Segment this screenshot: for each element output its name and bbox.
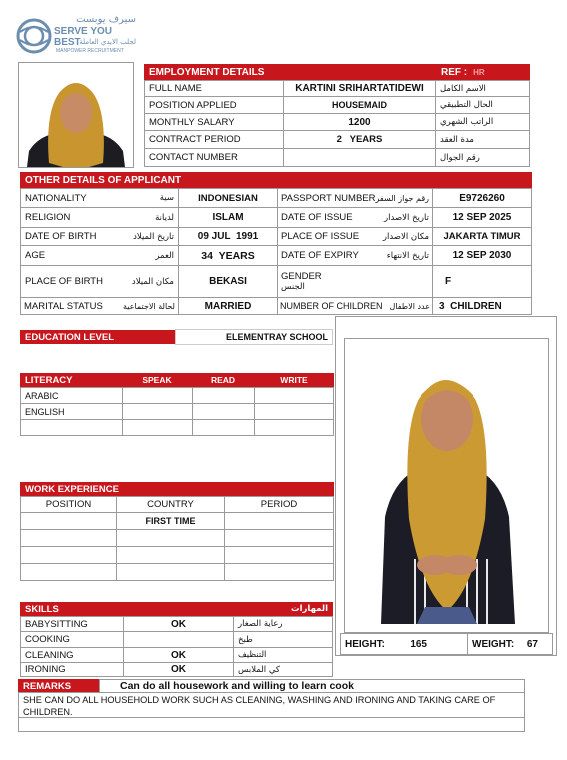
work-cell [116, 546, 225, 564]
marital-label [20, 297, 179, 315]
place-issue-label-text: PLACE OF ISSUE [281, 231, 360, 242]
literacy-col-speak: SPEAK [142, 375, 172, 385]
work-cell [20, 563, 117, 581]
skill-cooking-label: COOKING [20, 631, 124, 648]
remarks-title: REMARKS [23, 680, 72, 692]
work-cell [224, 563, 334, 581]
literacy-cell [122, 403, 193, 420]
passport-label [277, 188, 433, 208]
gender-value: F [432, 265, 532, 298]
full-name-value: KARTINI SRIHARTATIDEWI [283, 80, 436, 97]
skills-title: SKILLS [25, 603, 59, 615]
logo-arabic: سيرف يوبست [76, 14, 136, 25]
work-cell [116, 529, 225, 547]
issue-date-value: 12 SEP 2025 [432, 207, 532, 228]
monthly-salary-arabic: الراتب الشهري [435, 113, 530, 131]
gender-label [277, 265, 433, 298]
monthly-salary-label: MONTHLY SALARY [144, 113, 284, 131]
full-name-label: FULL NAME [144, 80, 284, 97]
employment-details-header [144, 64, 436, 80]
skills-arabic-title: المهارات [291, 604, 328, 614]
passport-arabic: رقم جواز السفر [375, 193, 430, 203]
passport-value: E9726260 [432, 188, 532, 208]
age-label-text: AGE [25, 250, 46, 261]
position-applied-value: HOUSEMAID [283, 96, 436, 114]
literacy-col-read: READ [210, 375, 236, 385]
issue-date-label [277, 207, 433, 228]
work-col-position: POSITION [20, 496, 117, 513]
gender-arabic: الجنس [281, 282, 305, 292]
expiry-label-text: DATE OF EXPIRY [281, 250, 359, 261]
employment-title: EMPLOYMENT DETAILS [149, 66, 265, 78]
pob-label-text: PLACE OF BIRTH [25, 276, 103, 287]
religion-label-text: RELIGION [25, 212, 71, 223]
religion-arabic: لديانة [155, 212, 174, 223]
height-label: HEIGHT: [345, 638, 385, 650]
dob-label [20, 227, 179, 246]
position-applied-label: POSITION APPLIED [144, 96, 284, 114]
literacy-col-write: WRITE [280, 375, 308, 385]
work-cell [224, 529, 334, 547]
other-details-title: OTHER DETAILS OF APPLICANT [25, 174, 182, 186]
issue-date-arabic: تاريخ الاصدار [384, 212, 429, 223]
remarks-header [18, 679, 100, 693]
company-logo [14, 14, 139, 56]
skill-babysitting-value: OK [123, 616, 234, 632]
literacy-cell [254, 403, 334, 420]
place-issue-label [277, 227, 433, 246]
contract-period-label: CONTRACT PERIOD [144, 130, 284, 149]
work-col-period: PERIOD [224, 496, 334, 513]
education-value: ELEMENTRAY SCHOOL [175, 329, 333, 345]
age-value: 34 YEARS [178, 245, 278, 266]
education-label [20, 330, 176, 344]
children-arabic: عدد الاطفال [389, 301, 430, 311]
ref-label: REF : [441, 66, 468, 78]
work-cell [224, 512, 334, 530]
literacy-cell [192, 419, 255, 436]
ref-value: HR [473, 67, 485, 77]
position-applied-arabic: الحال التطبيقي [435, 96, 530, 114]
applicant-photo-full [344, 338, 549, 633]
literacy-cell [192, 387, 255, 404]
logo-sub: MANPOWER RECRUITMENT [56, 48, 124, 54]
children-label [277, 297, 433, 315]
other-details-header [20, 172, 532, 188]
applicant-photo-small [18, 62, 134, 168]
nationality-label-text: NATIONALITY [25, 192, 87, 204]
full-name-arabic: الاسم الكامل [435, 80, 530, 97]
dob-arabic: تاريخ الميلاد [133, 231, 174, 242]
monthly-salary-value: 1200 [283, 113, 436, 131]
skill-cleaning-label: CLEANING [20, 647, 124, 663]
dob-label-text: DATE OF BIRTH [25, 231, 97, 242]
religion-value: ISLAM [178, 207, 278, 228]
contact-number-value [283, 148, 436, 167]
religion-label [20, 207, 179, 228]
literacy-cell [192, 403, 255, 420]
literacy-cell [122, 419, 193, 436]
skill-cooking-arabic: طبخ [233, 631, 333, 648]
work-experience-header [20, 482, 334, 496]
age-arabic: العمر [155, 250, 174, 261]
work-col-country: COUNTRY [116, 496, 225, 513]
logo-emblem-icon [16, 18, 52, 54]
skill-babysitting-arabic: رعاية الصغار [233, 616, 333, 632]
gender-label-text: GENDER [281, 271, 322, 282]
children-label-text: NUMBER OF CHILDREN [280, 301, 383, 311]
marital-label-text: MARITAL STATUS [24, 300, 103, 312]
work-cell [20, 529, 117, 547]
skill-ironing-label: IRONING [20, 662, 124, 677]
expiry-arabic: تاريخ الانتهاء [386, 250, 429, 261]
skill-cleaning-value: OK [123, 647, 234, 663]
literacy-row-empty [20, 419, 123, 436]
nationality-label [20, 188, 179, 208]
pob-arabic: مكان الميلاد [131, 276, 174, 287]
literacy-cell [254, 387, 334, 404]
place-issue-arabic: مكان الاصدار [382, 231, 429, 242]
work-first-time: FIRST TIME [116, 512, 225, 530]
skills-header [20, 602, 333, 616]
work-cell [20, 512, 117, 530]
contact-number-label: CONTACT NUMBER [144, 148, 284, 167]
contact-number-arabic: رقم الجوال [435, 148, 530, 167]
expiry-value: 12 SEP 2030 [432, 245, 532, 266]
nationality-arabic: سية [159, 193, 174, 203]
pob-label [20, 265, 179, 298]
logo-arabic-sub: لجلب الايدي العاملة [79, 38, 136, 46]
literacy-cell [122, 387, 193, 404]
remarks-headline: Can do all housework and willing to learn cook [99, 679, 525, 693]
place-issue-value: JAKARTA TIMUR [432, 227, 532, 246]
remarks-text: SHE CAN DO ALL HOUSEHOLD WORK SUCH AS CLEANING, WASHING AND IRONING AND TAKING CARE OF CHILDREN. [18, 692, 525, 718]
passport-label-text: PASSPORT NUMBER [281, 192, 376, 204]
work-cell [20, 546, 117, 564]
expiry-label [277, 245, 433, 266]
pob-value: BEKASI [178, 265, 278, 298]
skill-cooking-value [123, 631, 234, 648]
ref-header [436, 64, 530, 80]
contract-period-arabic: مدة العقد [435, 130, 530, 149]
weight-value: 67 [526, 638, 538, 650]
literacy-cell [254, 419, 334, 436]
work-cell [116, 563, 225, 581]
weight-cell [467, 633, 553, 655]
skill-babysitting-label: BABYSITTING [20, 616, 124, 632]
dob-value: 09 JUL 1991 [178, 227, 278, 246]
marital-value: MARRIED [178, 297, 278, 315]
skill-ironing-value: OK [123, 662, 234, 677]
logo-english: SERVE YOU BEST [54, 26, 112, 48]
literacy-title: LITERACY [25, 374, 73, 386]
skill-ironing-arabic: كي الملابس [233, 662, 333, 677]
skill-cleaning-arabic: التنظيف [233, 647, 333, 663]
work-title: WORK EXPERIENCE [25, 483, 119, 495]
children-value: 3 CHILDREN [432, 297, 532, 315]
age-label [20, 245, 179, 266]
marital-arabic: لحالة الاجتماعية [123, 301, 175, 311]
height-cell [340, 633, 468, 655]
remarks-blank-row [18, 717, 525, 732]
issue-date-label-text: DATE OF ISSUE [281, 212, 353, 223]
literacy-row-english: ENGLISH [20, 403, 123, 420]
height-value: 165 [410, 638, 427, 650]
literacy-row-arabic: ARABIC [20, 387, 123, 404]
work-cell [224, 546, 334, 564]
education-label-text: EDUCATION LEVEL [25, 331, 115, 343]
weight-label: WEIGHT: [472, 638, 515, 650]
nationality-value: INDONESIAN [178, 188, 278, 208]
contract-period-value: 2 YEARS [283, 130, 436, 149]
